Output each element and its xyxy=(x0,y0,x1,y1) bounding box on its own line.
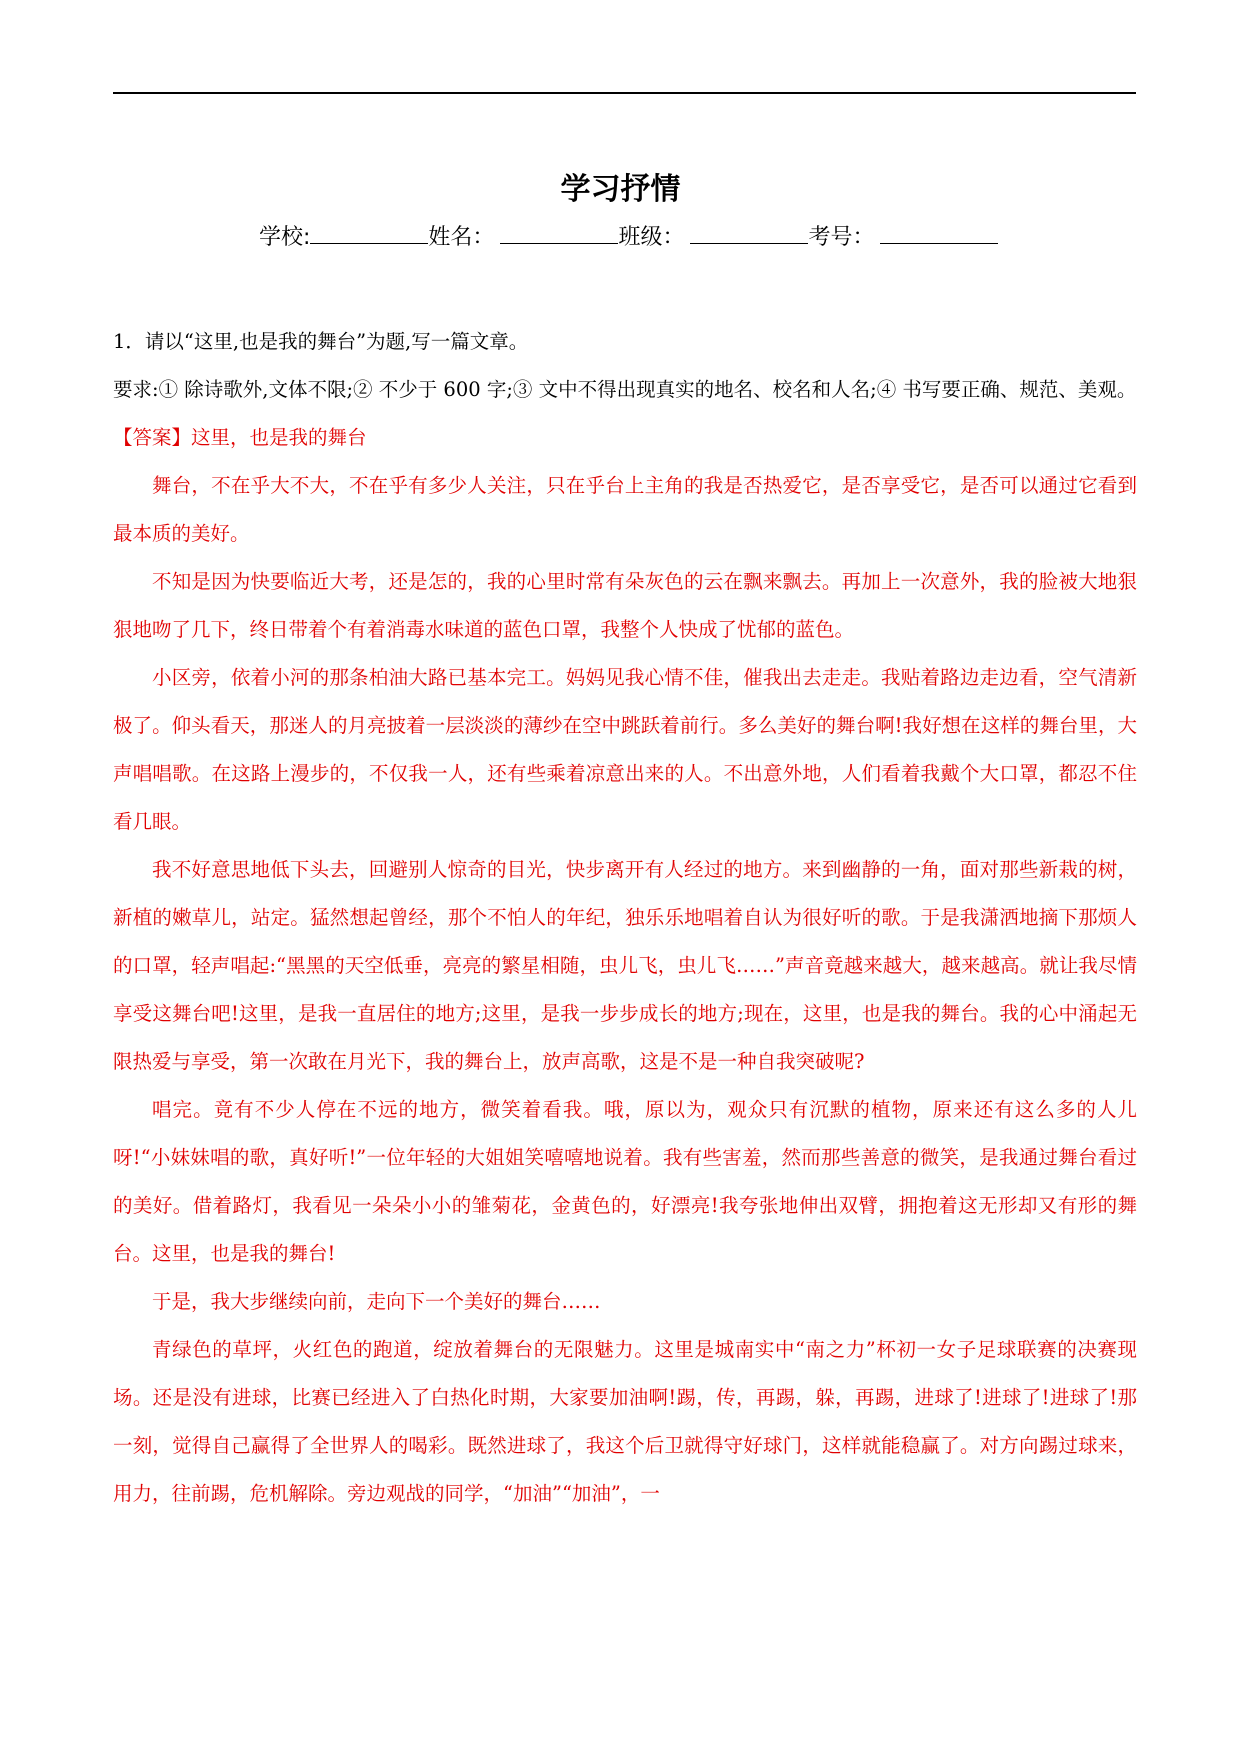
essay-paragraph: 舞台，不在乎大不大，不在乎有多少人关注，只在乎台上主角的我是否热爱它，是否享受它，是否可以通过它看到最本质的美好。 xyxy=(113,474,1137,545)
essay-paragraph: 于是，我大步继续向前，走向下一个美好的舞台…… xyxy=(152,1290,601,1313)
exam-no-label: 考号： xyxy=(808,225,875,250)
answer-heading xyxy=(113,414,1137,462)
answer-tag: 【答案】 xyxy=(113,426,192,449)
header-rule xyxy=(113,92,1136,94)
document-body xyxy=(113,318,1137,1518)
school-label: 学校: xyxy=(259,225,311,250)
question-number: 1． xyxy=(113,330,145,353)
school-blank[interactable] xyxy=(310,221,428,244)
essay-title: 这里，也是我的舞台 xyxy=(191,426,367,449)
exam-no-blank[interactable] xyxy=(880,221,998,244)
essay-paragraph: 不知是因为快要临近大考，还是怎的，我的心里时常有朵灰色的云在飘来飘去。再加上一次意外，我的脸被大地狠狠地吻了几下，终日带着个有着消毒水味道的蓝色口罩，我整个人快成了忧郁的蓝色。 xyxy=(113,570,1137,641)
page-title: 学习抒情 xyxy=(560,172,681,207)
essay-paragraph: 青绿色的草坪，火红色的跑道，绽放着舞台的无限魅力。这里是城南实中“南之力”杯初一女子足球联赛的决赛现场。还是没有进球，比赛已经进入了白热化时期，大家要加油啊!踢，传，再踢，躲，再踢，进球了!进球了!进球了!那一刻，觉得自己赢得了全世界人的喝彩。既然进球了，我这个后卫就得守好球门，这样就能稳赢了。对方向踢过球来，用力，往前踢，危机解除。旁边观战的同学，“加油”“加油”，一 xyxy=(113,1338,1137,1505)
question-requirements: 要求:① 除诗歌外,文体不限;② 不少于 600 字;③ 文中不得出现真实的地名、校名和人名;④ 书写要正确、规范、美观。 xyxy=(113,378,1137,401)
essay-paragraph: 我不好意思地低下头去，回避别人惊奇的目光，快步离开有人经过的地方。来到幽静的一角，面对那些新栽的树，新植的嫩草儿，站定。猛然想起曾经，那个不怕人的年纪，独乐乐地唱着自认为很好听的歌。于是我潇洒地摘下那烦人的口罩，轻声唱起:“黑黑的天空低垂，亮亮的繁星相随，虫儿飞，虫儿飞……”声音竟越来越大，越来越高。就让我尽情享受这舞台吧!这里，是我一直居住的地方;这里，是我一步步成长的地方;现在，这里，也是我的舞台。我的心中涌起无限热爱与享受，第一次敢在月光下，我的舞台上，放声高歌，这是不是一种自我突破呢? xyxy=(113,858,1137,1073)
name-label: 姓名： xyxy=(428,225,495,250)
essay-paragraph: 小区旁，依着小河的那条柏油大路已基本完工。妈妈见我心情不佳，催我出去走走。我贴着路边走边看，空气清新极了。仰头看天，那迷人的月亮披着一层淡淡的薄纱在空中跳跃着前行。多么美好的舞台啊!我好想在这样的舞台里，大声唱唱歌。在这路上漫步的，不仅我一人，还有些乘着凉意出来的人。不出意外地，人们看着我戴个大口罩，都忍不住看几眼。 xyxy=(113,666,1137,833)
question-prompt xyxy=(113,318,1137,366)
student-info-line xyxy=(259,220,1059,251)
class-label: 班级： xyxy=(618,225,685,250)
class-blank[interactable] xyxy=(690,221,808,244)
question-text: 请以“这里,也是我的舞台”为题,写一篇文章。 xyxy=(144,330,529,353)
essay-paragraph: 唱完。竟有不少人停在不远的地方，微笑着看我。哦，原以为，观众只有沉默的植物，原来还有这么多的人儿呀!“小妹妹唱的歌，真好听!”一位年轻的大姐姐笑嘻嘻地说着。我有些害羞，然而那些善意的微笑，是我通过舞台看过的美好。借着路灯，我看见一朵朵小小的雏菊花，金黄色的，好漂亮!我夸张地伸出双臂，拥抱着这无形却又有形的舞台。这里，也是我的舞台! xyxy=(113,1098,1137,1265)
name-blank[interactable] xyxy=(500,221,618,244)
